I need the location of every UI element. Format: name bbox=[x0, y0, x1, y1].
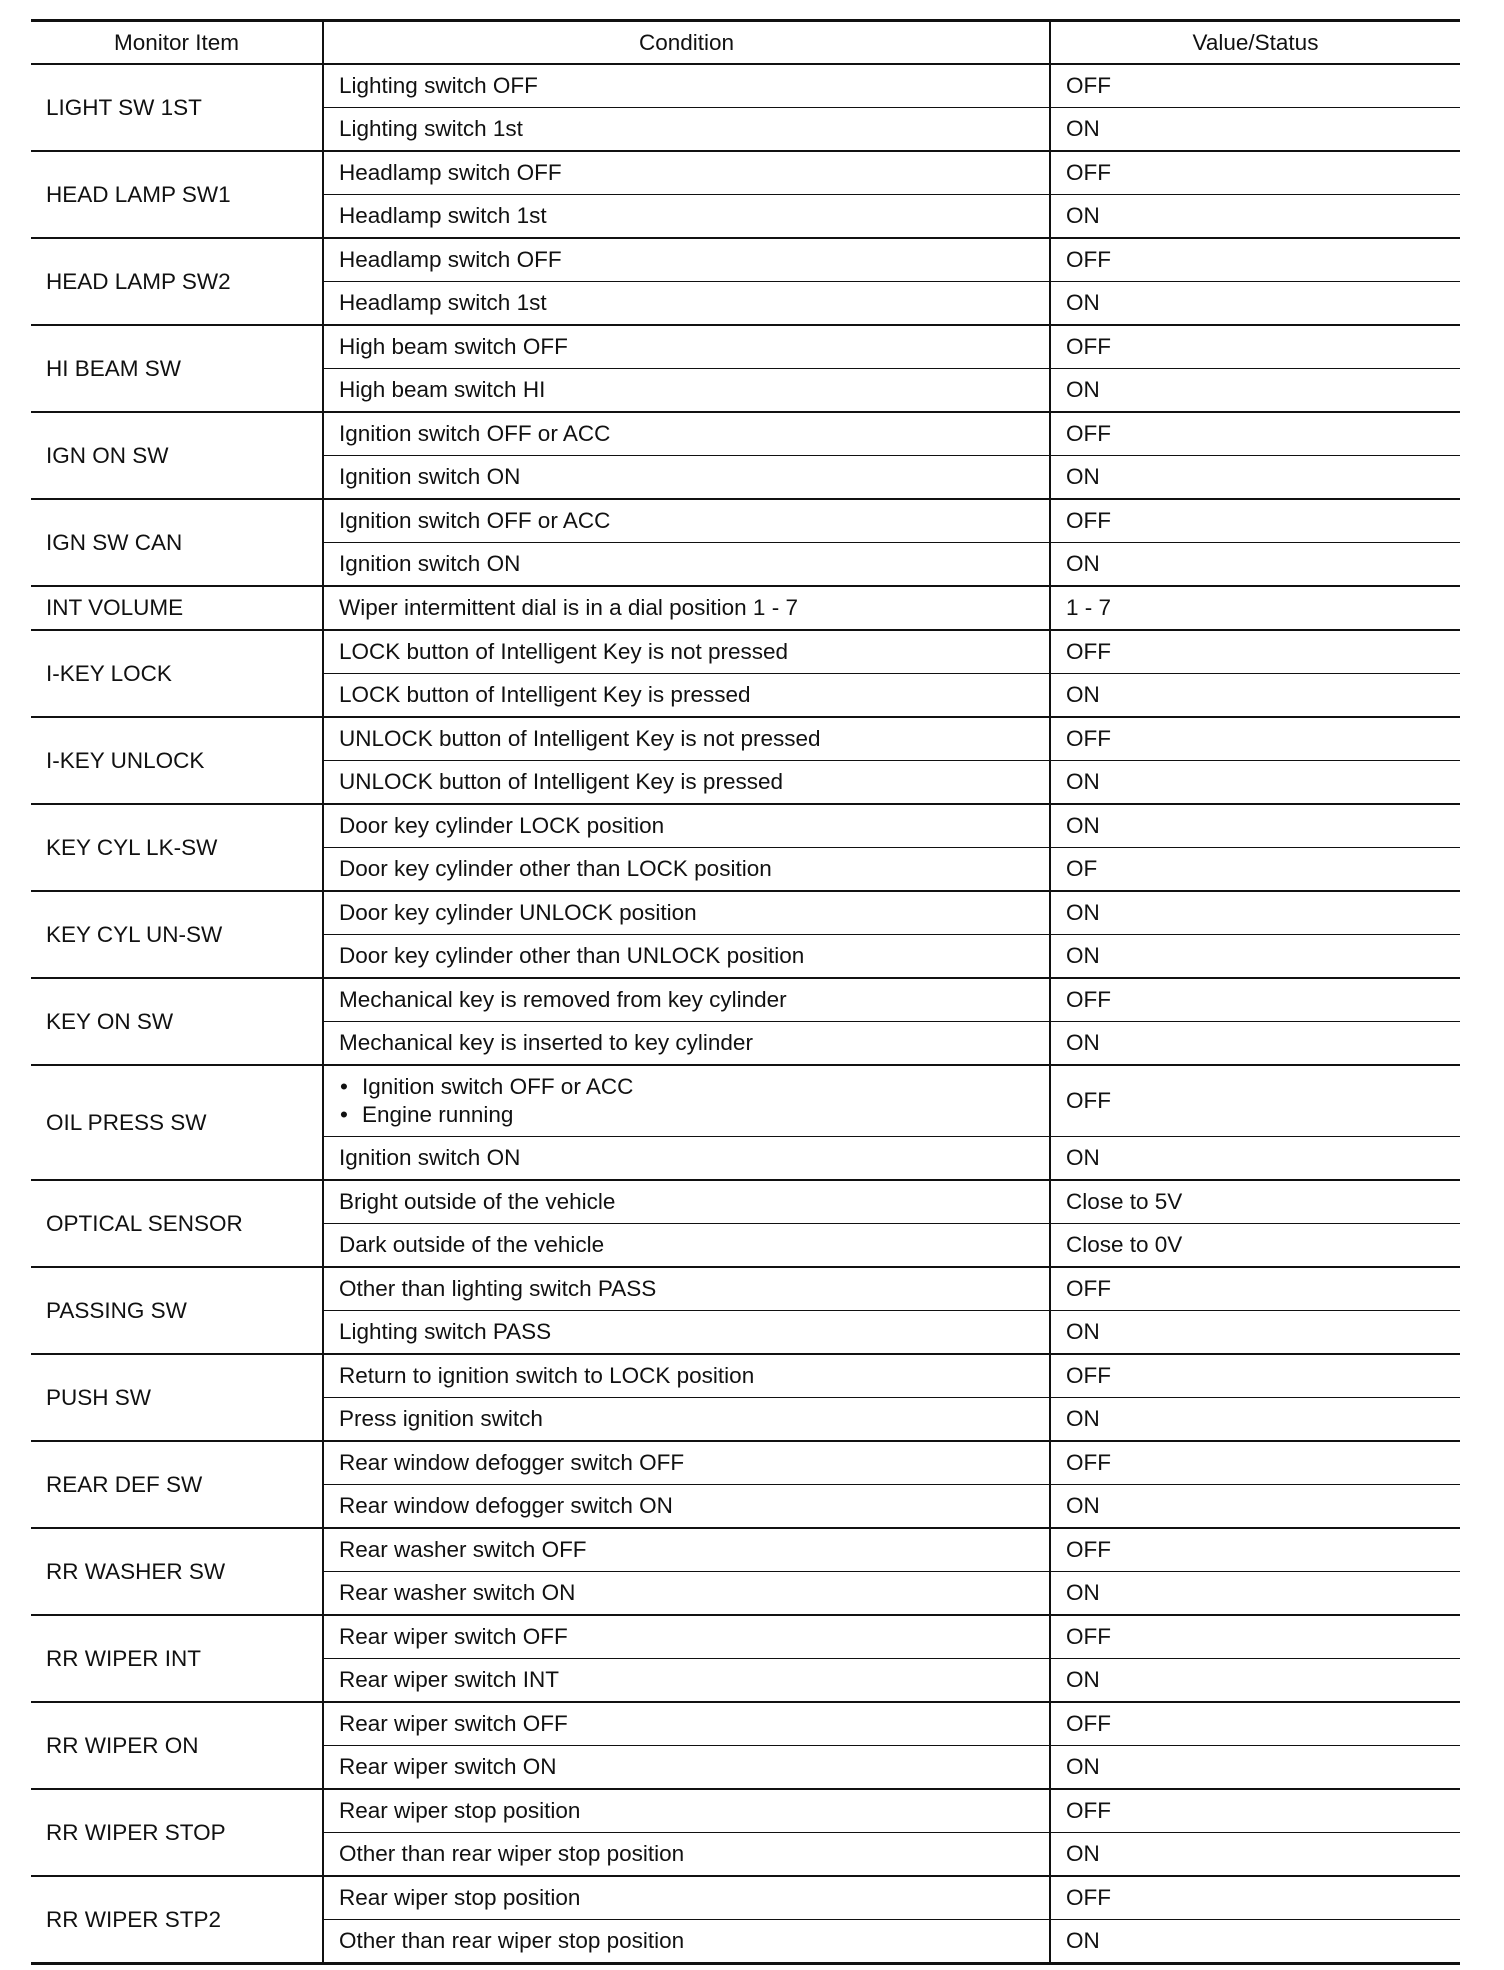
table-row bbox=[31, 1180, 1460, 1224]
condition-cell: Rear wiper switch INT bbox=[323, 1659, 1050, 1703]
monitor-item-cell: RR WIPER INT bbox=[31, 1615, 323, 1702]
condition-cell: UNLOCK button of Intelligent Key is not pressed bbox=[323, 717, 1050, 761]
monitor-item-cell: RR WIPER STP2 bbox=[31, 1876, 323, 1964]
monitor-item-cell: I-KEY LOCK bbox=[31, 630, 323, 717]
table-row bbox=[31, 412, 1460, 456]
condition-cell: Rear wiper switch OFF bbox=[323, 1615, 1050, 1659]
header-value-status: Value/Status bbox=[1050, 21, 1460, 65]
value-status-cell: ON bbox=[1050, 1022, 1460, 1066]
header-condition: Condition bbox=[323, 21, 1050, 65]
condition-cell: Door key cylinder other than UNLOCK position bbox=[323, 935, 1050, 979]
table-row bbox=[31, 1267, 1460, 1311]
condition-cell: Ignition switch OFF or ACC bbox=[323, 412, 1050, 456]
condition-cell: Other than rear wiper stop position bbox=[323, 1920, 1050, 1964]
value-status-cell: OFF bbox=[1050, 717, 1460, 761]
condition-cell bbox=[323, 1065, 1050, 1137]
monitor-item-cell: INT VOLUME bbox=[31, 586, 323, 630]
value-status-cell: OFF bbox=[1050, 412, 1460, 456]
condition-cell: LOCK button of Intelligent Key is not pressed bbox=[323, 630, 1050, 674]
condition-cell: Rear wiper stop position bbox=[323, 1789, 1050, 1833]
condition-cell: Bright outside of the vehicle bbox=[323, 1180, 1050, 1224]
value-status-cell: ON bbox=[1050, 804, 1460, 848]
monitor-item-cell: REAR DEF SW bbox=[31, 1441, 323, 1528]
table-row bbox=[31, 1354, 1460, 1398]
value-status-cell: ON bbox=[1050, 1137, 1460, 1181]
condition-cell: Other than lighting switch PASS bbox=[323, 1267, 1050, 1311]
table-row bbox=[31, 1615, 1460, 1659]
value-status-cell: OFF bbox=[1050, 1876, 1460, 1920]
condition-cell: Ignition switch ON bbox=[323, 456, 1050, 500]
value-status-cell: OFF bbox=[1050, 325, 1460, 369]
monitor-item-cell: HEAD LAMP SW2 bbox=[31, 238, 323, 325]
value-status-cell: ON bbox=[1050, 674, 1460, 718]
table-row bbox=[31, 325, 1460, 369]
value-status-cell: Close to 0V bbox=[1050, 1224, 1460, 1268]
monitor-item-cell: IGN ON SW bbox=[31, 412, 323, 499]
table-row bbox=[31, 804, 1460, 848]
condition-cell: Mechanical key is removed from key cylinder bbox=[323, 978, 1050, 1022]
condition-cell: Dark outside of the vehicle bbox=[323, 1224, 1050, 1268]
value-status-cell: OFF bbox=[1050, 1789, 1460, 1833]
condition-cell: Rear washer switch OFF bbox=[323, 1528, 1050, 1572]
value-status-cell: ON bbox=[1050, 891, 1460, 935]
value-status-cell: ON bbox=[1050, 369, 1460, 413]
condition-cell: UNLOCK button of Intelligent Key is pressed bbox=[323, 761, 1050, 805]
value-status-cell: OFF bbox=[1050, 630, 1460, 674]
table-row bbox=[31, 1528, 1460, 1572]
condition-cell: High beam switch OFF bbox=[323, 325, 1050, 369]
condition-cell: Headlamp switch 1st bbox=[323, 282, 1050, 326]
value-status-cell: ON bbox=[1050, 1659, 1460, 1703]
condition-cell: Ignition switch ON bbox=[323, 543, 1050, 587]
monitor-item-cell: OPTICAL SENSOR bbox=[31, 1180, 323, 1267]
monitor-item-cell: RR WIPER ON bbox=[31, 1702, 323, 1789]
value-status-cell: OFF bbox=[1050, 64, 1460, 108]
condition-cell: Ignition switch OFF or ACC bbox=[323, 499, 1050, 543]
value-status-cell: ON bbox=[1050, 1311, 1460, 1355]
table-body bbox=[31, 64, 1460, 1964]
monitor-item-cell: I-KEY UNLOCK bbox=[31, 717, 323, 804]
monitor-item-cell: KEY CYL UN-SW bbox=[31, 891, 323, 978]
table-row bbox=[31, 891, 1460, 935]
table-row bbox=[31, 238, 1460, 282]
condition-cell: Lighting switch PASS bbox=[323, 1311, 1050, 1355]
condition-cell: Rear wiper stop position bbox=[323, 1876, 1050, 1920]
monitor-item-cell: KEY ON SW bbox=[31, 978, 323, 1065]
value-status-cell: OFF bbox=[1050, 1065, 1460, 1137]
condition-cell: Other than rear wiper stop position bbox=[323, 1833, 1050, 1877]
value-status-cell: ON bbox=[1050, 1920, 1460, 1964]
value-status-cell: ON bbox=[1050, 761, 1460, 805]
value-status-cell: ON bbox=[1050, 1746, 1460, 1790]
monitor-item-cell: LIGHT SW 1ST bbox=[31, 64, 323, 151]
condition-cell: Return to ignition switch to LOCK position bbox=[323, 1354, 1050, 1398]
value-status-cell: ON bbox=[1050, 543, 1460, 587]
value-status-cell: ON bbox=[1050, 1485, 1460, 1529]
value-status-cell: ON bbox=[1050, 282, 1460, 326]
condition-cell: Ignition switch ON bbox=[323, 1137, 1050, 1181]
value-status-cell: OFF bbox=[1050, 1528, 1460, 1572]
condition-bullet-list bbox=[339, 1073, 1049, 1129]
value-status-cell: 1 - 7 bbox=[1050, 586, 1460, 630]
header-monitor-item: Monitor Item bbox=[31, 21, 323, 65]
value-status-cell: OFF bbox=[1050, 499, 1460, 543]
monitor-item-table bbox=[31, 19, 1460, 1965]
monitor-item-cell: RR WIPER STOP bbox=[31, 1789, 323, 1876]
monitor-item-cell: PUSH SW bbox=[31, 1354, 323, 1441]
condition-cell: Headlamp switch OFF bbox=[323, 151, 1050, 195]
value-status-cell: OFF bbox=[1050, 978, 1460, 1022]
table-row bbox=[31, 586, 1460, 630]
condition-cell: Door key cylinder other than LOCK position bbox=[323, 848, 1050, 892]
value-status-cell: ON bbox=[1050, 1833, 1460, 1877]
value-status-cell: OFF bbox=[1050, 1267, 1460, 1311]
condition-cell: Headlamp switch OFF bbox=[323, 238, 1050, 282]
condition-cell: Rear window defogger switch OFF bbox=[323, 1441, 1050, 1485]
value-status-cell: ON bbox=[1050, 108, 1460, 152]
value-status-cell: ON bbox=[1050, 1398, 1460, 1442]
condition-cell: Door key cylinder LOCK position bbox=[323, 804, 1050, 848]
value-status-cell: ON bbox=[1050, 456, 1460, 500]
monitor-item-cell: HI BEAM SW bbox=[31, 325, 323, 412]
condition-bullet-item: • Ignition switch OFF or ACC bbox=[339, 1073, 1049, 1101]
value-status-cell: Close to 5V bbox=[1050, 1180, 1460, 1224]
condition-cell: Wiper intermittent dial is in a dial position 1 - 7 bbox=[323, 586, 1050, 630]
condition-cell: Press ignition switch bbox=[323, 1398, 1050, 1442]
table-row bbox=[31, 64, 1460, 108]
table-row bbox=[31, 499, 1460, 543]
table-row bbox=[31, 1441, 1460, 1485]
value-status-cell: OFF bbox=[1050, 238, 1460, 282]
value-status-cell: ON bbox=[1050, 935, 1460, 979]
table-row bbox=[31, 978, 1460, 1022]
condition-cell: High beam switch HI bbox=[323, 369, 1050, 413]
condition-cell: Rear washer switch ON bbox=[323, 1572, 1050, 1616]
table-row bbox=[31, 1065, 1460, 1137]
condition-cell: Rear window defogger switch ON bbox=[323, 1485, 1050, 1529]
value-status-cell: ON bbox=[1050, 195, 1460, 239]
table-row bbox=[31, 151, 1460, 195]
condition-cell: Mechanical key is inserted to key cylinder bbox=[323, 1022, 1050, 1066]
monitor-item-cell: IGN SW CAN bbox=[31, 499, 323, 586]
condition-cell: Rear wiper switch ON bbox=[323, 1746, 1050, 1790]
value-status-cell: ON bbox=[1050, 1572, 1460, 1616]
monitor-item-cell: RR WASHER SW bbox=[31, 1528, 323, 1615]
value-status-cell: OFF bbox=[1050, 1615, 1460, 1659]
condition-cell: Lighting switch OFF bbox=[323, 64, 1050, 108]
table-row bbox=[31, 630, 1460, 674]
monitor-item-cell: PASSING SW bbox=[31, 1267, 323, 1354]
value-status-cell: OFF bbox=[1050, 1441, 1460, 1485]
table-row bbox=[31, 717, 1460, 761]
condition-bullet-item: • Engine running bbox=[339, 1101, 1049, 1129]
page bbox=[31, 19, 1460, 1965]
table-row bbox=[31, 1702, 1460, 1746]
monitor-item-cell: OIL PRESS SW bbox=[31, 1065, 323, 1180]
value-status-cell: OFF bbox=[1050, 1702, 1460, 1746]
condition-cell: LOCK button of Intelligent Key is pressed bbox=[323, 674, 1050, 718]
monitor-item-cell: KEY CYL LK-SW bbox=[31, 804, 323, 891]
value-status-cell: OFF bbox=[1050, 151, 1460, 195]
table-row bbox=[31, 1789, 1460, 1833]
condition-cell: Headlamp switch 1st bbox=[323, 195, 1050, 239]
table-row bbox=[31, 1876, 1460, 1920]
value-status-cell: OF bbox=[1050, 848, 1460, 892]
condition-cell: Lighting switch 1st bbox=[323, 108, 1050, 152]
value-status-cell: OFF bbox=[1050, 1354, 1460, 1398]
table-header-row bbox=[31, 21, 1460, 65]
condition-cell: Rear wiper switch OFF bbox=[323, 1702, 1050, 1746]
monitor-item-cell: HEAD LAMP SW1 bbox=[31, 151, 323, 238]
condition-cell: Door key cylinder UNLOCK position bbox=[323, 891, 1050, 935]
